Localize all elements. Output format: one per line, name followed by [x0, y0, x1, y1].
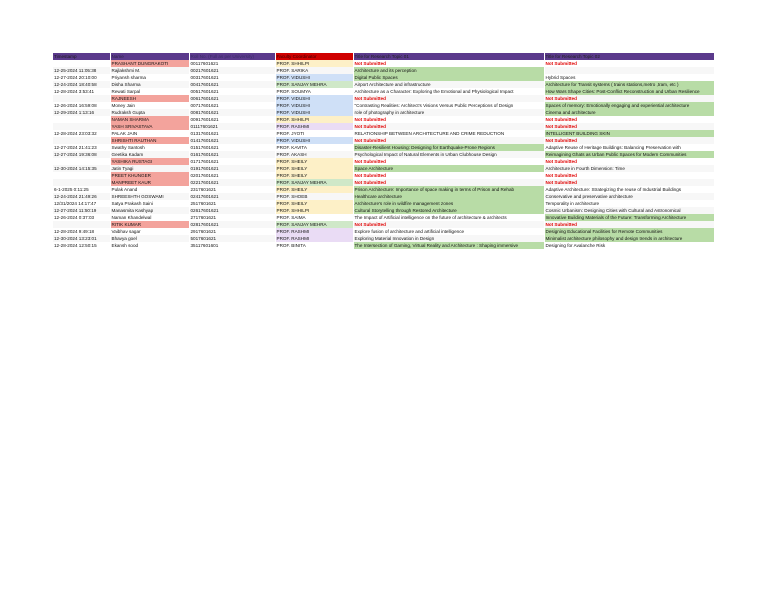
cell-faculty[interactable]: PROF. SARIKA: [275, 67, 353, 74]
cell-roll-no[interactable]: 00517601621: [189, 88, 275, 95]
cell-topic-01[interactable]: Exploring Material Innovation in Design: [353, 235, 544, 242]
cell-topic-01[interactable]: Digital Public Spaces: [353, 74, 544, 81]
cell-topic-01[interactable]: Architecture's role in wildfire management zones: [353, 200, 544, 207]
cell-topic-02[interactable]: Conservative and preservative architecture: [544, 193, 714, 200]
cell-timestamp[interactable]: [53, 123, 110, 130]
cell-timestamp[interactable]: [53, 179, 110, 186]
cell-roll-no[interactable]: 00417601621: [189, 81, 275, 88]
table-row[interactable]: [53, 242, 714, 249]
cell-roll-no[interactable]: 01317601621: [189, 130, 275, 137]
cell-name[interactable]: SHRISHTI RAUTHAN: [110, 137, 189, 144]
cell-faculty[interactable]: PROF. SHOEB: [275, 193, 353, 200]
cell-roll-no[interactable]: 2717601621: [189, 214, 275, 221]
cell-topic-02[interactable]: Cosmic Urbanism: Designing Cities with Cultural and Astronomical: [544, 207, 714, 214]
cell-name[interactable]: Swathy Santosh: [110, 144, 189, 151]
cell-roll-no[interactable]: 00917601621: [189, 116, 275, 123]
table-row[interactable]: [53, 116, 714, 123]
cell-topic-02[interactable]: Not Submitted: [544, 137, 714, 144]
cell-name[interactable]: MANPREET KAUR: [110, 179, 189, 186]
cell-roll-no[interactable]: 00217601621: [189, 67, 275, 74]
cell-roll-no[interactable]: 02617601621: [189, 207, 275, 214]
table-row[interactable]: [53, 172, 714, 179]
cell-timestamp[interactable]: 12-30-2024 13:23:01: [53, 235, 110, 242]
cell-timestamp[interactable]: [53, 221, 110, 228]
cell-timestamp[interactable]: [53, 95, 110, 102]
cell-name[interactable]: Vaibhav sagar: [110, 228, 189, 235]
table-row[interactable]: [53, 151, 714, 158]
table-row[interactable]: [53, 88, 714, 95]
cell-topic-02[interactable]: Not Submitted: [544, 158, 714, 165]
cell-topic-02[interactable]: Architecture in Fourth Dimension: Time: [544, 165, 714, 172]
cell-topic-01[interactable]: Architecture as a Character: Exploring the Emotional and Physiological Impact: [353, 88, 544, 95]
table-row[interactable]: [53, 81, 714, 88]
cell-topic-01[interactable]: Not Submitted: [353, 60, 544, 67]
cell-name[interactable]: PALAK JAIN: [110, 130, 189, 137]
cell-faculty[interactable]: PROF. VIDUSHI: [275, 95, 353, 102]
cell-faculty[interactable]: PROF. SHEILY: [275, 172, 353, 179]
cell-timestamp[interactable]: 12-29-2024 1:13:16: [53, 109, 110, 116]
cell-topic-01[interactable]: The Intersection of Gaming, Virtual Reality and Architecture : Shaping immersive: [353, 242, 544, 249]
cell-roll-no[interactable]: 00817601621: [189, 109, 275, 116]
cell-roll-no[interactable]: 01117601621: [189, 123, 275, 130]
cell-roll-no[interactable]: 5017601621: [189, 235, 275, 242]
header-name[interactable]: Name: [110, 53, 189, 60]
cell-timestamp[interactable]: 12-24-2024 21:49:26: [53, 193, 110, 200]
cell-timestamp[interactable]: [53, 137, 110, 144]
cell-topic-02[interactable]: Adaptive Architecture: Strategizing the reuse of Industrial Buildings: [544, 186, 714, 193]
cell-timestamp[interactable]: 12-28-2024 23:03:32: [53, 130, 110, 137]
cell-timestamp[interactable]: 12-27-2024 20:10:00: [53, 74, 110, 81]
cell-roll-no[interactable]: 00117601621: [189, 60, 275, 67]
cell-topic-02[interactable]: Designing for Avalanche Risk: [544, 242, 714, 249]
cell-name[interactable]: Rajlakshmi M.: [110, 67, 189, 74]
table-row[interactable]: [53, 235, 714, 242]
table-row[interactable]: [53, 74, 714, 81]
cell-topic-02[interactable]: Not Submitted: [544, 116, 714, 123]
table-row[interactable]: [53, 221, 714, 228]
cell-roll-no[interactable]: 00717601621: [189, 102, 275, 109]
cell-topic-01[interactable]: Not Submitted: [353, 123, 544, 130]
cell-name[interactable]: PRASHANT DUNGRAKOTI: [110, 60, 189, 67]
cell-faculty[interactable]: PROF. VIDUSHI: [275, 74, 353, 81]
table-row[interactable]: [53, 186, 714, 193]
cell-topic-02[interactable]: Not Submitted: [544, 179, 714, 186]
cell-name[interactable]: Disha Sharma: [110, 81, 189, 88]
cell-topic-02[interactable]: Adaptive Reuse of Heritage Buildings: Balancing Preservation with: [544, 144, 714, 151]
cell-timestamp[interactable]: 12-27-2024 11:50:19: [53, 207, 110, 214]
cell-topic-01[interactable]: RELATIONSHIP BETWEEN ARCHITECTURE AND CRIME REDUCTION: [353, 130, 544, 137]
header-roll-no[interactable]: Roll No. (Full as per University): [189, 53, 275, 60]
cell-name[interactable]: Pulak Anand: [110, 186, 189, 193]
cell-topic-02[interactable]: Cinema and architecture: [544, 109, 714, 116]
cell-faculty[interactable]: PROF. RASHMI: [275, 123, 353, 130]
cell-faculty[interactable]: PROF. KAVITA: [275, 144, 353, 151]
cell-name[interactable]: Naman Khandelwal: [110, 214, 189, 221]
cell-topic-01[interactable]: Space Architecture: [353, 165, 544, 172]
cell-faculty[interactable]: PROF. SHEILY: [275, 158, 353, 165]
cell-topic-02[interactable]: Minimalist architecture philosophy and design trends in architecture: [544, 235, 714, 242]
cell-topic-01[interactable]: Psychological Impact of Natural Elements in Urban Clubhouse Design: [353, 151, 544, 158]
cell-timestamp[interactable]: [53, 158, 110, 165]
cell-name[interactable]: RITIK KUMAR: [110, 221, 189, 228]
cell-faculty[interactable]: PROF. SANJAY MEHRA: [275, 221, 353, 228]
cell-topic-02[interactable]: Spaces of memory: Emotionally engaging and experiential architecture: [544, 102, 714, 109]
cell-faculty[interactable]: PROF. RASHMI: [275, 235, 353, 242]
cell-faculty[interactable]: PROF. SHEILY: [275, 165, 353, 172]
cell-roll-no[interactable]: 01617601621: [189, 151, 275, 158]
cell-roll-no[interactable]: 01717601621: [189, 158, 275, 165]
header-row: [53, 53, 714, 60]
cell-name[interactable]: NAMAN SHARMA: [110, 116, 189, 123]
cell-faculty[interactable]: PROF. AKASH: [275, 151, 353, 158]
cell-topic-01[interactable]: Not Submitted: [353, 137, 544, 144]
cell-topic-02[interactable]: Hybrid Spaces: [544, 74, 714, 81]
table-row[interactable]: [53, 102, 714, 109]
cell-faculty[interactable]: PROF. SHHILPI: [275, 60, 353, 67]
cell-topic-01[interactable]: The Impact of Artificial intelligence on the future of architecture & architects: [353, 214, 544, 221]
cell-name[interactable]: Priyansh sharma: [110, 74, 189, 81]
header-research-topic-02[interactable]: Title for Research Topic 02: [544, 53, 714, 60]
cell-roll-no[interactable]: 2317601621: [189, 186, 275, 193]
cell-faculty[interactable]: PROF. BINITA: [275, 242, 353, 249]
table-row[interactable]: [53, 123, 714, 130]
cell-topic-02[interactable]: Designing Educational Facilities for Remote Communities: [544, 228, 714, 235]
cell-name[interactable]: YASH SRIVASTAVA: [110, 123, 189, 130]
cell-timestamp[interactable]: 12-30-2024 14:15:35: [53, 165, 110, 172]
cell-name[interactable]: Jatin Tyagi: [110, 165, 189, 172]
responses-sheet: [53, 53, 715, 249]
table-row[interactable]: [53, 130, 714, 137]
cell-name[interactable]: Rudraksh Gupta: [110, 109, 189, 116]
cell-roll-no[interactable]: 00317601621: [189, 74, 275, 81]
header-timestamp[interactable]: Timestamp: [53, 53, 110, 60]
cell-faculty[interactable]: PROF. VIDUSHI: [275, 102, 353, 109]
cell-roll-no[interactable]: 2517601621: [189, 200, 275, 207]
cell-name[interactable]: Money Jain: [110, 102, 189, 109]
table-row[interactable]: [53, 137, 714, 144]
cell-timestamp[interactable]: 12/31/2024 14:17:47: [53, 200, 110, 207]
table-row[interactable]: [53, 158, 714, 165]
cell-timestamp[interactable]: [53, 60, 110, 67]
cell-faculty[interactable]: PROF. SAIMA: [275, 214, 353, 221]
table-row[interactable]: [53, 109, 714, 116]
table-row[interactable]: [53, 60, 714, 67]
table-row[interactable]: [53, 95, 714, 102]
table-row[interactable]: [53, 144, 714, 151]
cell-timestamp[interactable]: 12-26-2024 0:37:03: [53, 214, 110, 221]
cell-timestamp[interactable]: 12-25-2024 11:05:38: [53, 67, 110, 74]
cell-faculty[interactable]: PROF. SHHILPI: [275, 207, 353, 214]
cell-topic-02[interactable]: Architecture for Transit systems ( trains stations,metro ,tram, etc ): [544, 81, 714, 88]
table-row[interactable]: [53, 200, 714, 207]
cell-roll-no[interactable]: 2917601621: [189, 228, 275, 235]
cell-name[interactable]: RAJNEESH: [110, 95, 189, 102]
cell-topic-01[interactable]: Not Submitted: [353, 158, 544, 165]
cell-topic-02[interactable]: INTELLIGENT BUILDING SKIN: [544, 130, 714, 137]
cell-name[interactable]: Bhavya goel: [110, 235, 189, 242]
cell-name[interactable]: Manasmita Kashyap: [110, 207, 189, 214]
cell-name[interactable]: PREET KHUNGER: [110, 172, 189, 179]
cell-roll-no[interactable]: 00617601621: [189, 95, 275, 102]
cell-topic-02[interactable]: [544, 67, 714, 74]
cell-roll-no[interactable]: 02817601621: [189, 221, 275, 228]
cell-topic-02[interactable]: Not Submitted: [544, 123, 714, 130]
cell-timestamp[interactable]: 12-28-2024 12:50:15: [53, 242, 110, 249]
cell-name[interactable]: Satya Prakash Saini: [110, 200, 189, 207]
cell-roll-no[interactable]: 01917601621: [189, 165, 275, 172]
cell-topic-01[interactable]: Architecture and its perception: [353, 67, 544, 74]
cell-name[interactable]: Geetika Kadam: [110, 151, 189, 158]
cell-faculty[interactable]: PROF. SANJAY MEHRA: [275, 81, 353, 88]
table-row[interactable]: [53, 179, 714, 186]
cell-topic-01[interactable]: Not Submitted: [353, 95, 544, 102]
header-research-topic-01[interactable]: Title for Research Topic 01: [353, 53, 544, 60]
cell-topic-01[interactable]: Cultural Storytelling through Restored Architecture: [353, 207, 544, 214]
cell-roll-no[interactable]: 01417601621: [189, 137, 275, 144]
cell-faculty[interactable]: PROF. VIDUSHI: [275, 109, 353, 116]
cell-topic-01[interactable]: Not Submitted: [353, 179, 544, 186]
cell-topic-01[interactable]: Not Submitted: [353, 116, 544, 123]
cell-topic-02[interactable]: Reimagining Ghats as Urban Public Spaces for Modern Communities: [544, 151, 714, 158]
cell-topic-01[interactable]: Explore fusion of architecture and artificial intelligence: [353, 228, 544, 235]
cell-roll-no[interactable]: 35117601601: [189, 242, 275, 249]
cell-topic-01[interactable]: Healthcare architecture: [353, 193, 544, 200]
cell-faculty[interactable]: PROF. JYOTI: [275, 130, 353, 137]
cell-topic-02[interactable]: Not Submitted: [544, 95, 714, 102]
cell-faculty[interactable]: PROF. SHEILY: [275, 200, 353, 207]
cell-faculty[interactable]: PROF. SHHILPI: [275, 116, 353, 123]
cell-timestamp[interactable]: 12-28-2024 3:53:41: [53, 88, 110, 95]
table-row[interactable]: [53, 228, 714, 235]
cell-faculty[interactable]: PROF. SANJAY MEHRA: [275, 179, 353, 186]
cell-topic-02[interactable]: Innovative Building Materials of the Future: Transforming Architecture: [544, 214, 714, 221]
cell-faculty[interactable]: PROF. SHEILY: [275, 186, 353, 193]
cell-faculty[interactable]: PROF. VIDUSHI: [275, 137, 353, 144]
cell-topic-02[interactable]: Not Submitted: [544, 60, 714, 67]
cell-timestamp[interactable]: 6-1-2025 0:11:25: [53, 186, 110, 193]
cell-topic-02[interactable]: Not Submitted: [544, 172, 714, 179]
sheet-body: [53, 60, 714, 249]
cell-name[interactable]: Rewati Sarpal: [110, 88, 189, 95]
cell-timestamp[interactable]: 12-24-2024 18:40:58: [53, 81, 110, 88]
cell-roll-no[interactable]: 02417601621: [189, 193, 275, 200]
cell-timestamp[interactable]: 12-28-2024 9:49:18: [53, 228, 110, 235]
cell-topic-02[interactable]: How Wars Shape Cities: Post-Conflict Reconstruction and Urban Resilience: [544, 88, 714, 95]
cell-topic-01[interactable]: Airport Architecture and infrastructure: [353, 81, 544, 88]
cell-name[interactable]: Ekansh sood: [110, 242, 189, 249]
cell-roll-no[interactable]: 02217601621: [189, 179, 275, 186]
cell-timestamp[interactable]: 12-27-2024 21:41:23: [53, 144, 110, 151]
cell-topic-01[interactable]: Not Submitted: [353, 172, 544, 179]
cell-name[interactable]: YASHIKA RUSTAGI: [110, 158, 189, 165]
cell-timestamp[interactable]: 12-26-2024 16:59:08: [53, 102, 110, 109]
cell-timestamp[interactable]: [53, 172, 110, 179]
cell-name[interactable]: SHREESHTH GOSWAMI: [110, 193, 189, 200]
cell-faculty[interactable]: PROF. RASHMI: [275, 228, 353, 235]
table-row[interactable]: [53, 165, 714, 172]
cell-topic-02[interactable]: Temporality in architecture: [544, 200, 714, 207]
cell-roll-no[interactable]: 02017601621: [189, 172, 275, 179]
cell-topic-01[interactable]: Disaster-Resilient Housing: Designing for Earthquake-Prone Regions: [353, 144, 544, 151]
table-row[interactable]: [53, 193, 714, 200]
cell-topic-01[interactable]: Prison Architecture: Importance of space making in terms of Prison and Rehab: [353, 186, 544, 193]
cell-topic-01[interactable]: "Contrasting Realities: Architect's Visions Versus Public Perceptions of Design: [353, 102, 544, 109]
cell-topic-01[interactable]: role of photography in architecture: [353, 109, 544, 116]
table-row[interactable]: [53, 207, 714, 214]
table-row[interactable]: [53, 67, 714, 74]
header-faculty-coordinator[interactable]: Faculty Coordinator: [275, 53, 353, 60]
table-row[interactable]: [53, 214, 714, 221]
cell-roll-no[interactable]: 01517601621: [189, 144, 275, 151]
cell-topic-01[interactable]: Not Submitted: [353, 221, 544, 228]
cell-faculty[interactable]: PROF. SOUMYA: [275, 88, 353, 95]
cell-timestamp[interactable]: 12-27-2024 19:36:08: [53, 151, 110, 158]
cell-timestamp[interactable]: [53, 116, 110, 123]
cell-topic-02[interactable]: Not Submitted: [544, 221, 714, 228]
